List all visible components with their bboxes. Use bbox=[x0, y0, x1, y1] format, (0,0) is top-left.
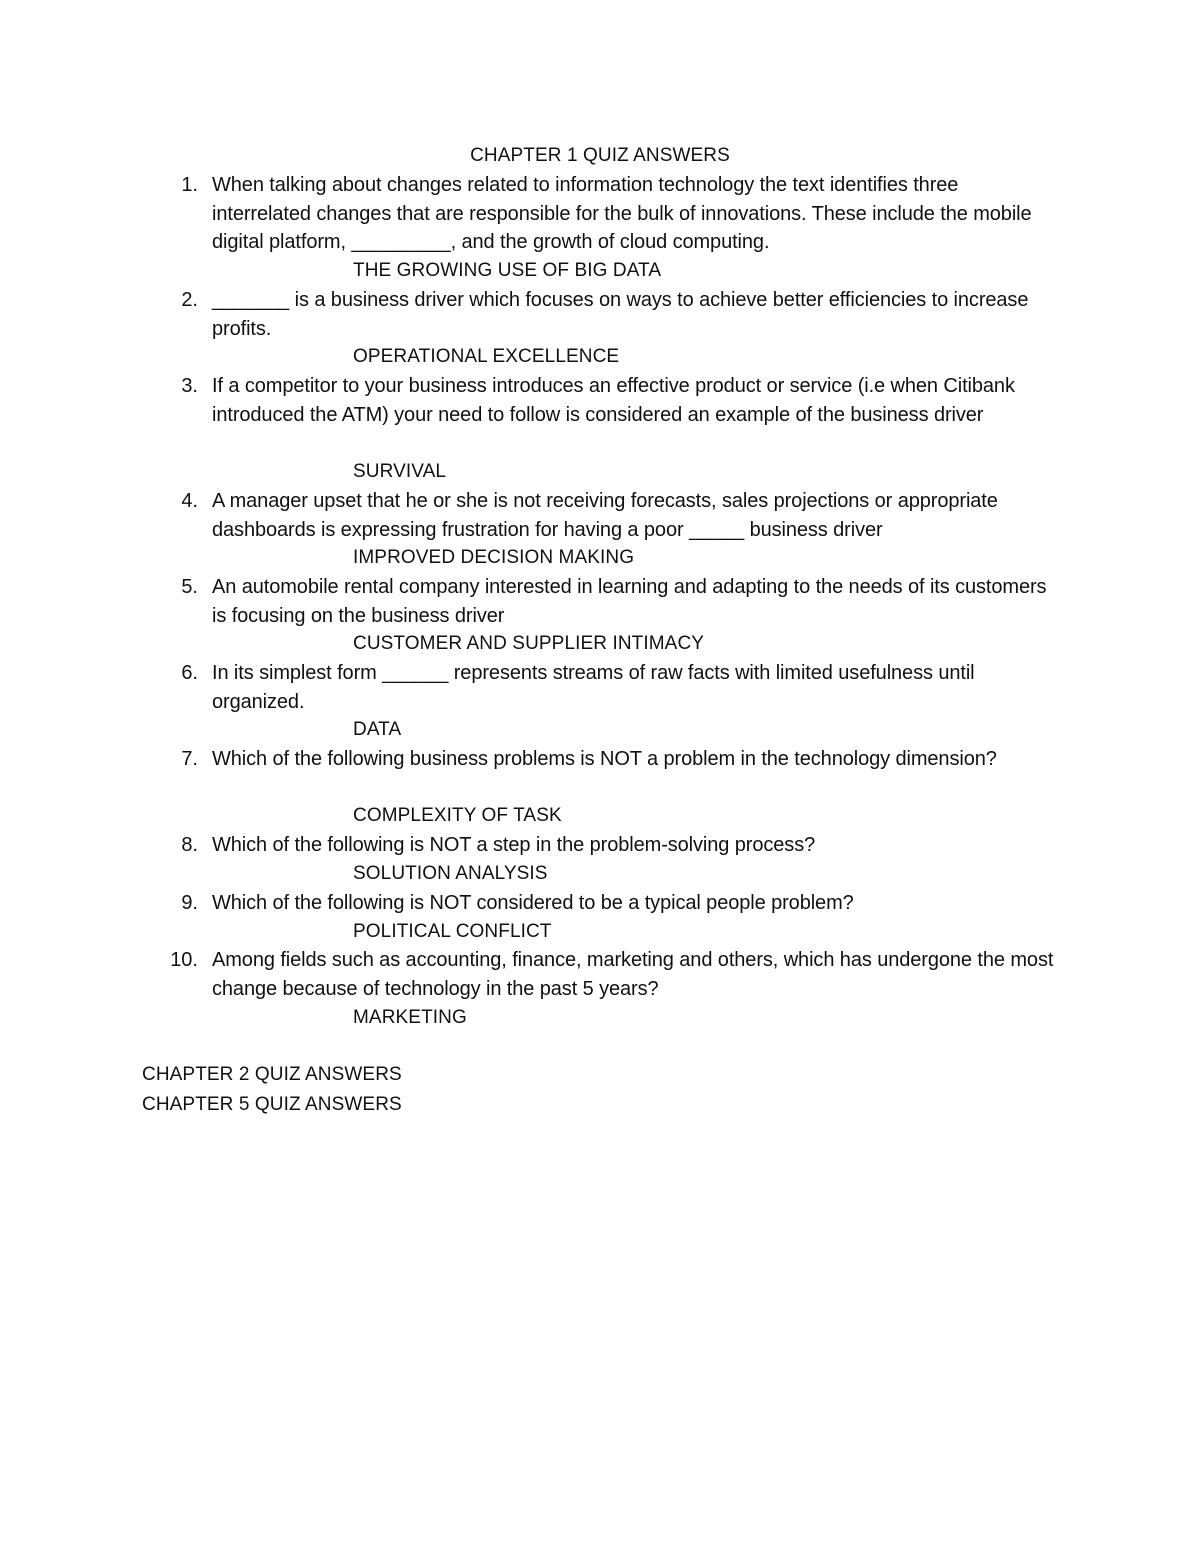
question-text: Among fields such as accounting, finance, marketing and others, which has undergone the most change because of technology in the past 5 years? bbox=[212, 949, 1054, 1000]
answer-text: SOLUTION ANALYSIS bbox=[353, 863, 548, 884]
answer-text: POLITICAL CONFLICT bbox=[353, 921, 552, 942]
question-number: 7. bbox=[181, 748, 198, 770]
answer-text: SURVIVAL bbox=[353, 461, 447, 482]
page-title: CHAPTER 1 QUIZ ANSWERS bbox=[470, 145, 730, 166]
question-text: Which of the following is NOT a step in the problem-solving process? bbox=[212, 834, 816, 856]
question-number: 8. bbox=[181, 834, 198, 856]
chapter-5-heading: CHAPTER 5 QUIZ ANSWERS bbox=[142, 1094, 402, 1115]
question-text: Which of the following business problems is NOT a problem in the technology dimension? bbox=[212, 748, 997, 770]
answer-text: OPERATIONAL EXCELLENCE bbox=[353, 346, 620, 367]
answer-text: CUSTOMER AND SUPPLIER INTIMACY bbox=[353, 633, 705, 654]
question-number: 5. bbox=[181, 576, 198, 598]
question-number: 9. bbox=[181, 892, 198, 914]
question-number: 3. bbox=[181, 375, 198, 397]
question-text: When talking about changes related to information technology the text identifies three interrelated changes that are responsible for the bulk of innovations. These include the mobile digital platform, _________, and the growth of cloud computing. bbox=[212, 174, 1032, 254]
chapter-2-heading: CHAPTER 2 QUIZ ANSWERS bbox=[142, 1064, 402, 1085]
answer-text: IMPROVED DECISION MAKING bbox=[353, 547, 635, 568]
question-text: In its simplest form ______ represents streams of raw facts with limited usefulness until organized. bbox=[212, 662, 975, 713]
answer-text: THE GROWING USE OF BIG DATA bbox=[353, 260, 662, 281]
answer-text: DATA bbox=[353, 719, 402, 740]
question-number: 6. bbox=[181, 662, 198, 684]
question-number: 10. bbox=[170, 949, 198, 971]
question-text: If a competitor to your business introduces an effective product or service (i.e when Citibank introduced the ATM) your need to follow is considered an example of the business driver bbox=[212, 375, 1015, 426]
question-text: Which of the following is NOT considered to be a typical people problem? bbox=[212, 892, 854, 914]
answer-text: MARKETING bbox=[353, 1007, 467, 1028]
question-number: 2. bbox=[181, 289, 198, 311]
question-number: 4. bbox=[181, 490, 198, 512]
question-text: _______ is a business driver which focuses on ways to achieve better efficiencies to increase profits. bbox=[212, 289, 1029, 340]
question-text: A manager upset that he or she is not receiving forecasts, sales projections or appropriate dashboards is expressing frustration for having a poor _____ business driver bbox=[212, 490, 998, 541]
question-text: An automobile rental company interested in learning and adapting to the needs of its customers is focusing on the business driver bbox=[212, 576, 1047, 627]
answer-text: COMPLEXITY OF TASK bbox=[353, 805, 562, 826]
question-number: 1. bbox=[181, 174, 198, 196]
